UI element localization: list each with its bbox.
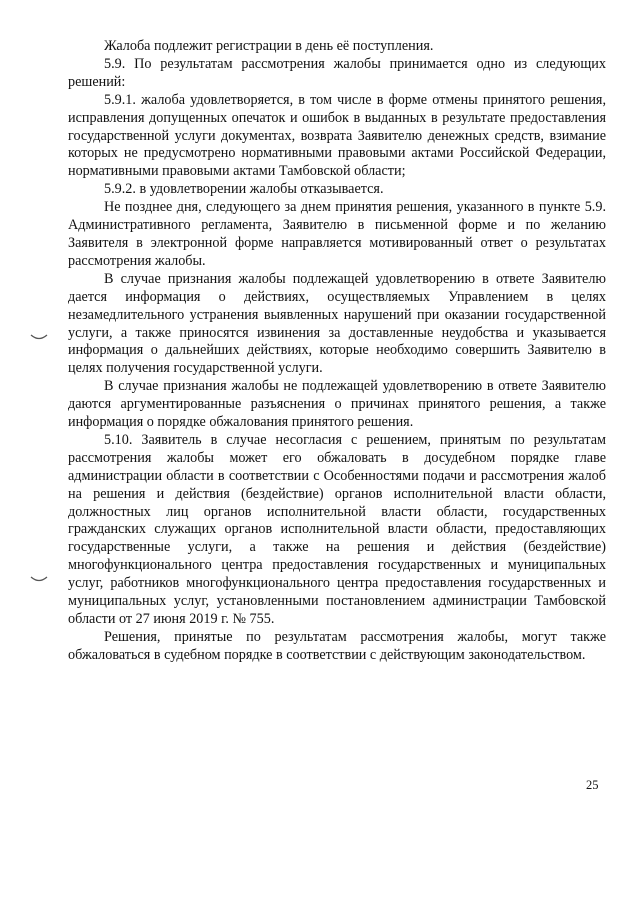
paragraph-5-10: 5.10. Заявитель в случае несогласия с решением, принятым по результатам рассмотрения жалобы может его обжаловать в досудебном порядке главе администрации области в соответствии с Особенностями подачи и рассмотрения жалоб на решения и действия (бездействие) органов исполнительной власти области, должностных лиц органов исполнительной власти области, государственных гражданских служащих органов исполнительной власти области, предоставляющих государственные услуги, а также на решения и действия (бездействие) многофункционального центра предоставления государственных и муниципальных услуг, работников многофункционального центра предоставления государственных и муниципальных услуг, установленными постановлением администрации Тамбовской области от 27 июня 2019 г. № 755. [68,431,606,627]
paragraph-judicial-appeal: Решения, принятые по результатам рассмотрения жалобы, могут также обжаловаться в судебном порядке в соответствии с действующим законодательством. [68,628,606,663]
binding-hole-mark [30,576,48,584]
page-number: 25 [586,778,599,792]
binding-hole-mark [30,334,48,342]
paragraph-5-9: 5.9. По результатам рассмотрения жалобы принимается одно из следующих решений: [68,55,606,90]
paragraph-complaint-rejected: В случае признания жалобы не подлежащей удовлетворению в ответе Заявителю даются аргументированные разъяснения о причинах принятого решения, а также информация о порядке обжалования принятого решения. [68,378,606,431]
paragraph-5-9-2: 5.9.2. в удовлетворении жалобы отказывается. [104,181,384,198]
document-body [68,38,606,665]
paragraph-response-deadline: Не позднее дня, следующего за днем принятия решения, указанного в пункте 5.9. Административного регламента, Заявителю в письменной форме и по желанию Заявителя в электронной форме направляется мотивированный ответ о результатах рассмотрения жалобы. [68,199,606,269]
paragraph-complaint-satisfied: В случае признания жалобы подлежащей удовлетворению в ответе Заявителю дается информация о действиях, осуществляемых Управлением в целях незамедлительного устранения выявленных нарушений при оказании государственной услуги, а также приносятся извинения за доставленные неудобства и указывается информация о дальнейших действиях, которые необходимо совершить Заявителю в целях получения государственной услуги. [68,270,606,377]
paragraph-5-9-1: 5.9.1. жалоба удовлетворяется, в том числе в форме отмены принятого решения, исправления допущенных опечаток и ошибок в выданных в результате предоставления государственной услуги документах, возврата Заявителю денежных средств, взимание которых не предусмотрено нормативными правовыми актами Российской Федерации, нормативными правовыми актами Тамбовской области; [68,91,606,180]
paragraph-registration: Жалоба подлежит регистрации в день её поступления. [104,38,434,54]
